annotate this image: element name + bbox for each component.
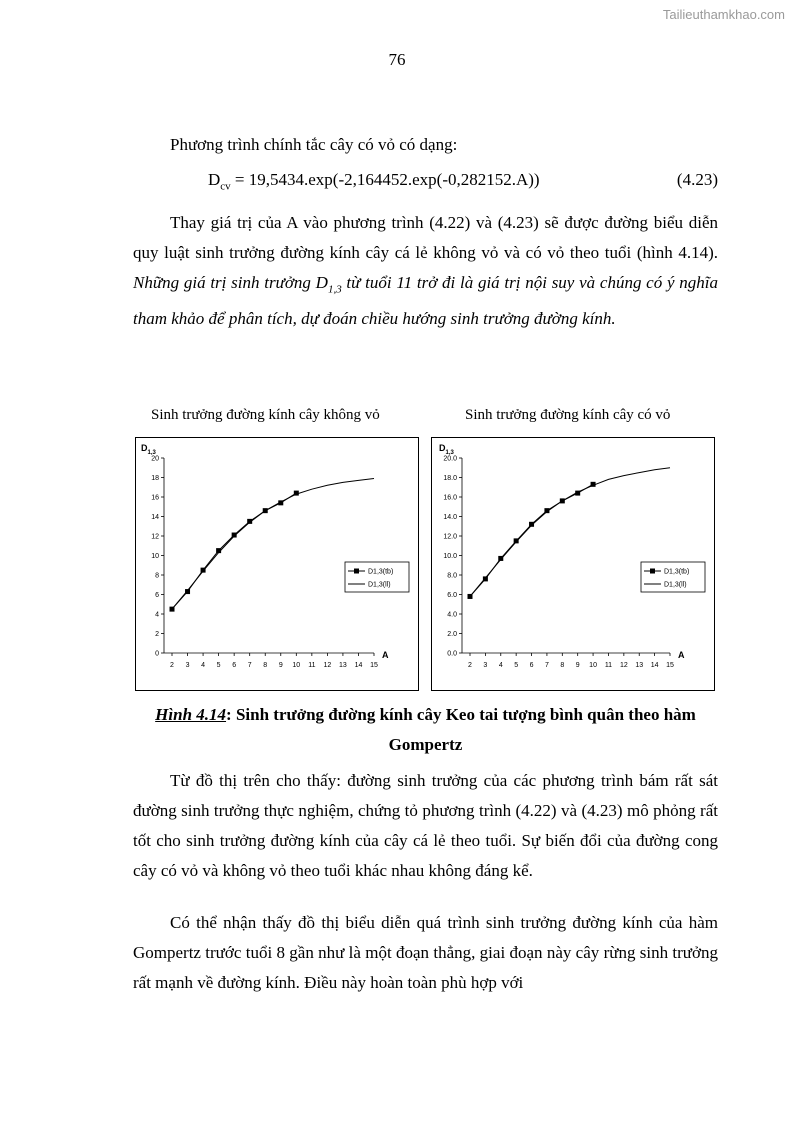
x-tick-label: 6: [529, 662, 534, 669]
x-tick-label: 15: [666, 662, 674, 669]
y-tick-label: 6: [155, 592, 159, 599]
x-tick-label: 9: [278, 662, 283, 669]
x-tick-label: 4: [201, 662, 206, 669]
chart-right-svg: [432, 438, 714, 690]
paragraph-substitution-italic-a: Những giá trị sinh trưởng D: [133, 273, 328, 292]
x-tick-label: 4: [498, 662, 503, 669]
x-axis-label: A: [382, 650, 389, 660]
x-tick-label: 12: [619, 662, 628, 669]
x-tick-label: 15: [370, 662, 378, 669]
y-tick-label: 12.0: [443, 533, 457, 541]
legend-marker: [650, 569, 655, 574]
x-tick-label: 7: [544, 662, 549, 669]
y-tick-label: 4.0: [447, 611, 457, 619]
y-axis-label: $D_{1,3}$: [141, 443, 156, 456]
y-tick-label: 2.0: [447, 631, 457, 638]
y-tick-label: 8.0: [447, 572, 457, 580]
paragraph-substitution: [133, 208, 718, 334]
equation-lhs: D: [208, 170, 221, 189]
y-tick-label: 8: [155, 572, 159, 580]
y-tick-label: 0.0: [447, 650, 457, 658]
equation-lhs-subscript: cv: [220, 180, 231, 193]
chart-left-caption: Sinh trưởng đường kính cây không vỏ: [151, 407, 380, 423]
figure-caption-text: : Sinh trưởng đường kính cây Keo tai tượng bình quân theo hàm Gompertz: [226, 705, 696, 754]
series-observed-line: [172, 493, 296, 609]
legend-label: D1,3(ll): [664, 581, 687, 589]
legend-label: D1,3(tb): [664, 568, 690, 576]
x-tick-label: 2: [170, 662, 174, 669]
y-tick-label: 10.0: [443, 553, 457, 560]
y-tick-label: 16: [151, 494, 159, 502]
paragraph-substitution-text: Thay giá trị của A vào phương trình (4.22) và (4.23) sẽ được đường biểu diễn quy luật sinh trưởng đường kính cây cá lẻ không vỏ và có vỏ theo tuổi (hình 4.14).: [133, 213, 718, 262]
y-tick-label: 20: [151, 455, 159, 463]
series-fitted-line: [470, 468, 670, 597]
y-tick-label: 6.0: [447, 592, 457, 599]
paragraph-substitution-subscript: 1,3: [327, 283, 342, 296]
y-tick-label: 4: [155, 611, 159, 619]
figure-caption: [133, 700, 718, 760]
x-tick-label: 11: [604, 662, 613, 669]
chart-left: [135, 437, 419, 691]
x-tick-label: 7: [247, 662, 252, 669]
paragraph-conclusion: Từ đồ thị trên cho thấy: đường sinh trưởng của các phương trình bám rất sát đường sinh trưởng thực nghiệm, chứng tỏ phương trình (4.22) và (4.23) mô phỏng rất tốt cho sinh trưởng đường kính của cây cá lẻ theo tuổi. Sự biến đổi của đường cong cây có vỏ và không vỏ theo tuổi khác nhau không đáng kể.: [133, 771, 718, 880]
equation-4-23: [208, 170, 718, 192]
x-tick-label: 14: [354, 662, 363, 669]
y-tick-label: 0: [155, 650, 159, 658]
x-tick-label: 10: [589, 662, 597, 669]
series-fitted-line: [172, 479, 374, 610]
chart-right-caption: Sinh trưởng đường kính cây có vỏ: [465, 407, 671, 423]
x-tick-label: 6: [232, 662, 237, 669]
paragraph-intro: Phương trình chính tắc cây có vỏ có dạng:: [170, 135, 458, 154]
x-tick-label: 8: [263, 662, 268, 669]
page-number: 76: [388, 50, 406, 69]
x-tick-label: 5: [514, 662, 519, 669]
x-tick-label: 13: [339, 662, 347, 669]
y-tick-label: 14.0: [443, 514, 457, 521]
legend-label: D1,3(tb): [368, 568, 394, 576]
y-tick-label: 2: [155, 631, 159, 638]
y-tick-label: 10: [151, 553, 159, 560]
y-axis-label: $D_{1,3}$: [439, 443, 454, 456]
x-tick-label: 10: [292, 662, 301, 669]
y-tick-label: 20.0: [443, 455, 457, 463]
equation-rhs: = 19,5434.exp(-2,164452.exp(-0,282152.A)): [230, 170, 540, 189]
series-observed-line: [470, 484, 593, 596]
equation-number: (4.23): [676, 170, 718, 189]
figure-caption-label: Hình 4.14: [155, 705, 227, 724]
paragraph-observation: Có thể nhận thấy đồ thị biểu diễn quá trình sinh trưởng đường kính của hàm Gompertz trước tuổi 8 gần như là một đoạn thẳng, giai đoạn này cây rừng sinh trưởng rất mạnh về đường kính. Điều này hoàn toàn phù hợp với: [133, 913, 718, 992]
y-tick-label: 18.0: [443, 475, 457, 482]
x-tick-label: 12: [323, 662, 332, 669]
x-tick-label: 3: [483, 662, 488, 669]
x-tick-label: 11: [308, 662, 316, 669]
watermark: Tailieuthamkhao.com: [662, 7, 785, 22]
legend-label: D1,3(ll): [368, 581, 391, 589]
paragraph-substitution-italic-b: từ tuổi 11 trở đi là giá trị nội suy và chúng có ý nghĩa tham khảo để phân tích, dự đoán chiều hướng sinh trưởng đường kính.: [133, 273, 718, 329]
y-tick-label: 16.0: [443, 494, 457, 502]
chart-left-svg: [136, 438, 418, 690]
x-axis-label: A: [678, 650, 685, 660]
x-tick-label: 14: [650, 662, 659, 669]
x-tick-label: 2: [468, 662, 472, 669]
legend-marker: [354, 569, 359, 574]
x-tick-label: 8: [560, 662, 565, 669]
y-tick-label: 18: [151, 475, 159, 482]
y-tick-label: 14: [151, 514, 159, 521]
chart-right: [431, 437, 715, 691]
y-tick-label: 12: [151, 533, 159, 541]
x-tick-label: 5: [216, 662, 221, 669]
x-tick-label: 9: [575, 662, 580, 669]
x-tick-label: 13: [635, 662, 644, 669]
x-tick-label: 3: [185, 662, 190, 669]
data-point-marker: [514, 538, 519, 543]
